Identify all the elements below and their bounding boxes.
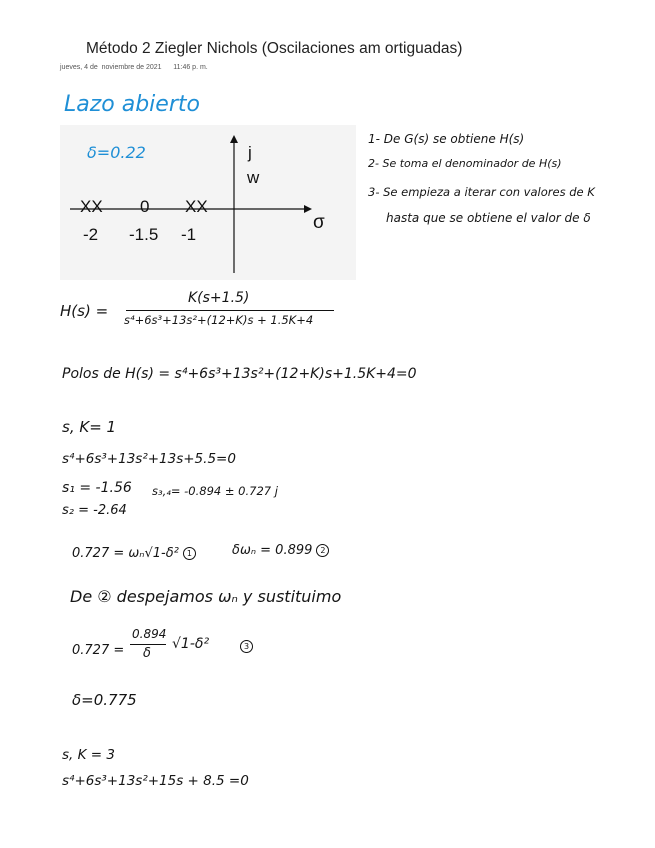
axis-label-w: w: [247, 168, 260, 187]
equation-2: [232, 543, 329, 558]
equation-3-root: √1-δ²: [172, 636, 210, 652]
transfer-denominator: s⁴+6s³+13s²+(12+K)s + 1.5K+4: [124, 313, 314, 327]
axis-label-sigma: σ: [313, 212, 325, 233]
page-title: Método 2 Ziegler Nichols (Oscilaciones am ortiguadas): [86, 40, 463, 57]
equation-1-tag: 1: [183, 547, 196, 560]
equation-1-text: 0.727 = ωₙ√1-δ²: [72, 546, 179, 561]
root-s2: s₂ = -2.64: [62, 503, 127, 518]
heading-lazo-abierto: Lazo abierto: [64, 92, 200, 117]
root-s1: s₁ = -1.56: [62, 480, 132, 496]
k1-header: s, K= 1: [62, 418, 117, 436]
root-s34: s₃,₄= -0.894 ± 0.727 j: [152, 484, 278, 498]
equation-3-fraction: [130, 627, 170, 667]
delta-result: δ=0.775: [72, 691, 137, 709]
equation-1: [72, 546, 196, 561]
step-1: 1- De G(s) se obtiene H(s): [368, 132, 525, 146]
k1-equation: s⁴+6s³+13s²+13s+5.5=0: [62, 451, 236, 467]
equation-3-tag-circle: 3: [240, 640, 253, 653]
pole-value: -2: [83, 225, 99, 244]
pole-value: -1: [181, 225, 197, 244]
axis-label-j: j: [248, 143, 252, 162]
poles-line: Polos de H(s) = s⁴+6s³+13s²+(12+K)s+1.5K+4=0: [62, 366, 417, 382]
despeje-line: De ② despejamos ωₙ y sustituimo: [70, 587, 342, 606]
step-3: 3- Se empieza a iterar con valores de K: [368, 185, 595, 199]
k3-header: s, K = 3: [62, 747, 115, 763]
transfer-function: [124, 290, 344, 336]
transfer-numerator: K(s+1.5): [188, 290, 250, 306]
step-3-continuation: hasta que se obtiene el valor de δ: [386, 211, 591, 225]
page-date-time: jueves, 4 de noviembre de 2021 11:46 p. m.: [60, 64, 208, 71]
equation-2-text: δωₙ = 0.899: [232, 543, 313, 558]
k3-equation: s⁴+6s³+13s²+15s + 8.5 =0: [62, 773, 249, 789]
equation-2-tag: 2: [316, 544, 329, 557]
fraction-bar: [126, 310, 334, 311]
step-2: 2- Se toma el denominador de H(s): [368, 157, 562, 170]
equation-3-tag: [236, 639, 253, 654]
equation-3-lhs: 0.727 =: [72, 643, 125, 658]
delta-value: δ=0.22: [87, 143, 146, 162]
equation-3-numerator: 0.894: [132, 627, 167, 641]
zero-mark: 0: [140, 197, 150, 216]
pole-mark: XX: [80, 197, 103, 216]
pole-mark: XX: [185, 197, 208, 216]
zero-value: -1.5: [129, 225, 159, 244]
equation-3-denominator: δ: [143, 646, 151, 661]
pole-diagram: [60, 125, 356, 280]
transfer-function-lhs: H(s) =: [60, 302, 109, 320]
